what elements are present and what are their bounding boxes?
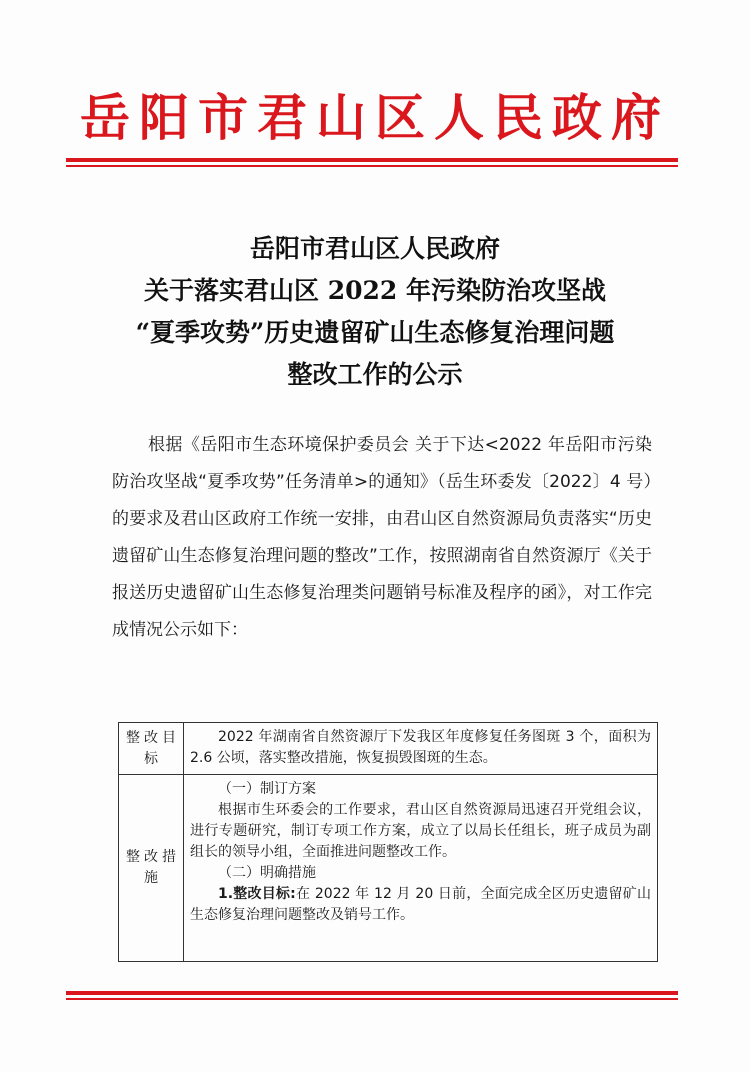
section-heading: （二）明确措施 — [218, 865, 316, 881]
measure-item-text: 在 2022 年 12 月 20 日前，全面完成全区历史遗留矿山生态修复治理问题整改及销号工作。 — [190, 886, 651, 923]
rectification-table — [118, 722, 658, 962]
measure-item — [190, 884, 651, 926]
title-line: 关于落实君山区 2022 年污染防治攻坚战 — [144, 276, 606, 305]
title-line: 整改工作的公示 — [287, 360, 463, 389]
row-content: 2022 年湖南省自然资源厅下发我区年度修复任务图斑 3 个，面积为 2.6 公顷，落实整改措施，恢复损毁图斑的生态。 — [184, 723, 658, 775]
title-line: “夏季攻势”历史遗留矿山生态修复治理问题 — [135, 318, 615, 347]
header-red-rule-thin — [66, 165, 678, 167]
issuer-header: 岳阳市君山区人民政府 — [80, 88, 670, 147]
row-label: 整改措施 — [119, 775, 184, 962]
footer-red-rule-thin — [66, 998, 678, 1000]
footer-red-rule — [66, 991, 678, 995]
header-red-rule — [66, 158, 678, 162]
body-paragraph: 根据《岳阳市生态环境保护委员会 关于下达<2022 年岳阳市污染防治攻坚战“夏季攻势”任务清单>的通知》（岳生环委发〔2022〕4 号）的要求及君山区政府工作统一安排，由君山区自然资源局负责落实“历史遗留矿山生态修复治理问题的整改”工作，按照湖南省自然资源厅《关于报送历史遗留矿山生态修复治理类问题销号标准及程序的函》，对工作完成情况公示如下： — [112, 435, 652, 640]
section-text: 根据市生环委会的工作要求，君山区自然资源局迅速召开党组会议，进行专题研究，制订专项工作方案，成立了以局长任组长，班子成员为副组长的领导小组，全面推进问题整改工作。 — [190, 802, 651, 860]
section-heading: （一）制订方案 — [218, 781, 316, 797]
table-row — [119, 723, 658, 775]
table-row — [119, 775, 658, 962]
title-line: 岳阳市君山区人民政府 — [249, 234, 500, 263]
row-label: 整改目标 — [119, 723, 184, 775]
measure-item-prefix: 1.整改目标: — [218, 886, 296, 902]
document-title — [0, 228, 750, 396]
row-content — [184, 775, 658, 962]
